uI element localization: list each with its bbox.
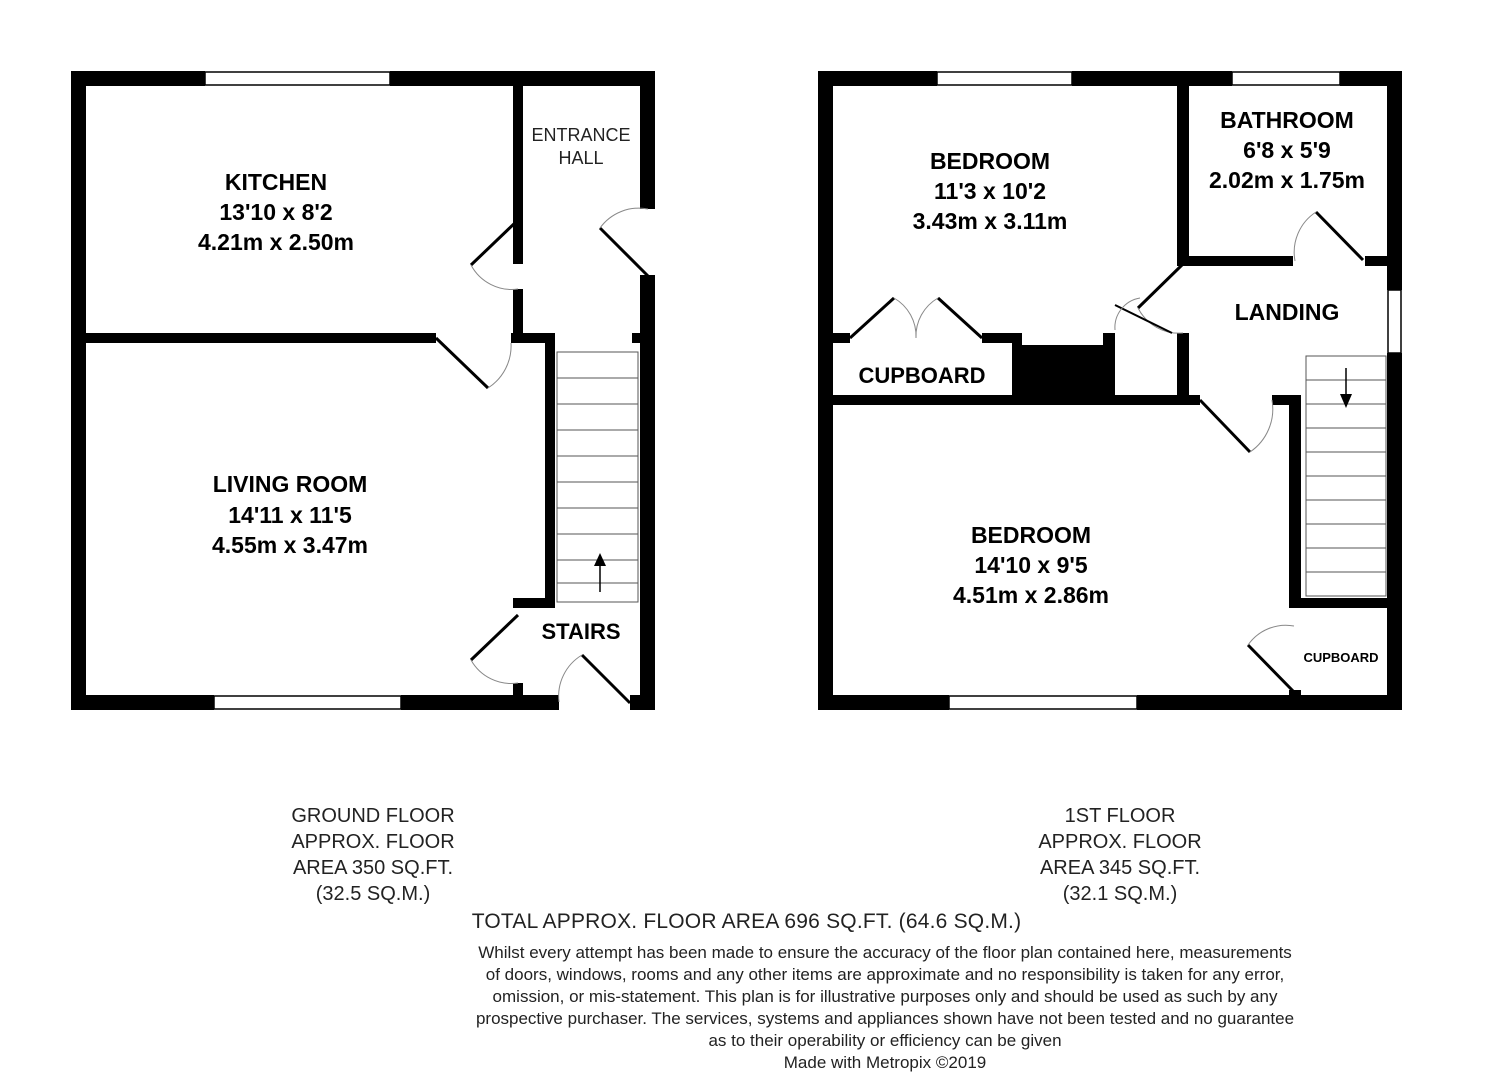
landing-label: LANDING — [1234, 299, 1340, 325]
cupboard-2-label: CUPBOARD — [1303, 650, 1379, 665]
ground-floor-caption-line1: GROUND FLOOR — [291, 805, 455, 827]
bathroom-name: BATHROOM — [1220, 107, 1354, 133]
living-room-imperial-size: 14'11 x 11'5 — [228, 502, 352, 528]
disclaimer-text — [380, 942, 1390, 1074]
stairs-label: STAIRS — [541, 619, 621, 644]
first-floor-caption-line4: (32.1 SQ.M.) — [1062, 883, 1178, 905]
bedroom-1-metric-size: 3.43m x 3.11m — [912, 208, 1068, 234]
entrance-hall-label-line2: HALL — [558, 148, 604, 168]
kitchen-name: KITCHEN — [224, 169, 328, 195]
bathroom-metric-size: 2.02m x 1.75m — [1208, 167, 1366, 193]
disclaimer-line-2: of doors, windows, rooms and any other items are approximate and no responsibility is taken for any error, — [485, 965, 1285, 984]
cupboard-1-label: CUPBOARD — [858, 363, 986, 388]
entrance-hall-label-line1: ENTRANCE — [531, 125, 631, 145]
first-floor-caption-line1: 1ST FLOOR — [1064, 805, 1176, 827]
ground-floor-plan — [71, 71, 655, 710]
ground-floor-staircase — [557, 352, 638, 602]
bedroom-2-name: BEDROOM — [970, 522, 1092, 548]
ground-floor-caption-line4: (32.5 SQ.M.) — [315, 883, 431, 905]
bedroom-2-metric-size: 4.51m x 2.86m — [952, 582, 1110, 608]
bedroom-1-name: BEDROOM — [929, 148, 1051, 174]
living-room-name: LIVING ROOM — [212, 471, 368, 497]
metropix-credit: Made with Metropix ©2019 — [783, 1053, 987, 1072]
total-floor-area: TOTAL APPROX. FLOOR AREA 696 SQ.FT. (64.6 SQ.M.) — [471, 910, 1022, 933]
first-floor-staircase — [1306, 356, 1386, 596]
bathroom-imperial-size: 6'8 x 5'9 — [1243, 137, 1331, 163]
first-floor-caption — [1038, 805, 1201, 905]
disclaimer-line-4: prospective purchaser. The services, systems and appliances shown have not been tested and no guarantee — [475, 1009, 1295, 1028]
first-floor-caption-line3: AREA 345 SQ.FT. — [1039, 857, 1201, 879]
kitchen-imperial-size: 13'10 x 8'2 — [219, 199, 333, 225]
bedroom-2-imperial-size: 14'10 x 9'5 — [974, 552, 1088, 578]
disclaimer-line-1: Whilst every attempt has been made to ensure the accuracy of the floor plan contained here, measurements — [478, 943, 1292, 962]
first-floor-plan — [818, 71, 1402, 710]
ground-floor-caption — [291, 805, 454, 905]
first-floor-doors — [850, 212, 1363, 692]
disclaimer-line-3: omission, or mis-statement. This plan is for illustrative purposes only and should be used as such by any — [492, 987, 1278, 1006]
bedroom-1-imperial-size: 11'3 x 10'2 — [934, 178, 1046, 204]
kitchen-metric-size: 4.21m x 2.50m — [197, 229, 355, 255]
ground-floor-windows — [205, 72, 401, 709]
ground-floor-caption-line2: APPROX. FLOOR — [291, 831, 455, 853]
ground-floor-caption-line3: AREA 350 SQ.FT. — [292, 857, 454, 879]
disclaimer-line-5: as to their operability or efficiency can be given — [708, 1031, 1062, 1050]
first-floor-caption-line2: APPROX. FLOOR — [1038, 831, 1202, 853]
living-room-metric-size: 4.55m x 3.47m — [211, 532, 369, 558]
